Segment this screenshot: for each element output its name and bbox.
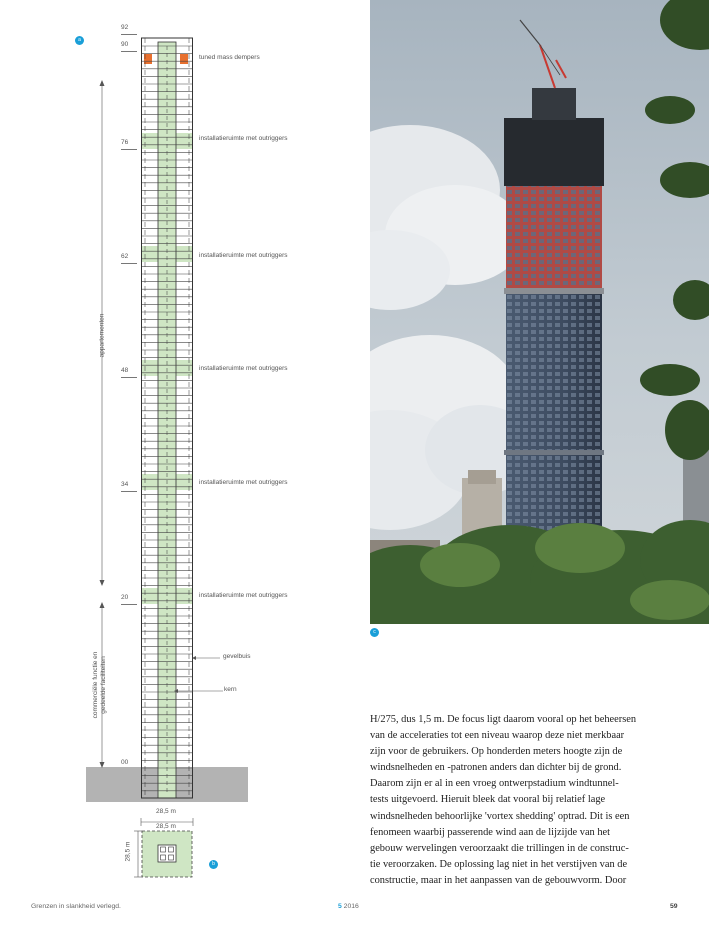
- annotation-kern: kern: [224, 686, 237, 693]
- floor-label-92: 92: [121, 24, 129, 31]
- floor-tick: [121, 34, 137, 35]
- body-line: windsnelheden en -patronen anders dan dichter bij de grond.: [370, 762, 622, 774]
- footer-issue-number: 5: [338, 903, 342, 910]
- annotation-outrigger-34: installatieruimte met outriggers: [199, 479, 288, 486]
- tower-photo: [370, 0, 709, 624]
- plan-depth-label: 28,5 m: [124, 841, 132, 862]
- body-line: constructie, maar in het aanpassen van de gebouwvorm. Door: [370, 874, 627, 886]
- figure-marker-b: b: [209, 860, 218, 869]
- floor-plan: [141, 830, 193, 878]
- body-line: van de acceleraties tot een niveau waarop deze niet merkbaar: [370, 730, 625, 742]
- body-line: tie veroorzaken. De oplossing lag niet in het verstijven van de: [370, 858, 628, 870]
- floor-tick: [121, 51, 137, 52]
- page-number: 59: [670, 903, 678, 910]
- figure-marker-a: a: [75, 36, 84, 45]
- body-text: [370, 712, 637, 889]
- zone-label-commercial-line1: commerciële functie en: [92, 651, 99, 719]
- body-line: Daarom zijn er al in een vroeg ontwerpstadium windtunnel-: [370, 778, 619, 790]
- body-line: tests uitgevoerd. Hieruit bleek dat vooral bij relatief lage: [370, 794, 606, 806]
- body-line: zijn voor de gebruikers. Op honderden meters hoogte zijn de: [370, 746, 623, 758]
- damper-right: [180, 54, 188, 64]
- figure-marker-c: c: [370, 628, 379, 637]
- floor-label-76: 76: [121, 139, 129, 146]
- floor-tick: [121, 491, 137, 492]
- floor-label-20: 20: [121, 594, 129, 601]
- floor-tick: [121, 604, 137, 605]
- annotation-outrigger-62: installatieruimte met outriggers: [199, 252, 288, 259]
- floor-tick: [121, 149, 137, 150]
- body-line: H/275, dus 1,5 m. De focus ligt daarom vooral op het beheersen: [370, 714, 637, 725]
- floor-label-48: 48: [121, 367, 129, 374]
- tower-section-diagram: [0, 0, 360, 890]
- body-line: gebouw wervelingen veroorzaakt die trillingen in de construc-: [370, 842, 629, 854]
- body-line: windsnelheden behoorlijke 'vortex shedding' optrad. Dit is een: [370, 810, 630, 822]
- body-line: fenomeen waarbij passerende wind aan de lijzijde van het: [370, 826, 611, 838]
- floor-tick: [121, 263, 137, 264]
- zone-label-commercial: [92, 633, 108, 737]
- plan-depth-dimension: [134, 830, 142, 878]
- footer-issue-year: 2016: [343, 903, 359, 910]
- floor-label-00: 00: [121, 759, 129, 766]
- floor-label-34: 34: [121, 481, 129, 488]
- annotation-outrigger-20: installatieruimte met outriggers: [199, 592, 288, 599]
- floor-label-62: 62: [121, 253, 129, 260]
- annotation-outrigger-48: installatieruimte met outriggers: [199, 365, 288, 372]
- plan-width-label: 28,5 m: [156, 823, 176, 830]
- footer-title: Grenzen in slankheid verlegd.: [31, 903, 121, 910]
- width-label: 28,5 m: [156, 808, 176, 815]
- zone-label-apartments: appartementen: [98, 313, 106, 358]
- zone-label-commercial-line2: gedeelde faciliteiten: [100, 656, 107, 714]
- annotation-gevelbuis: gevelbuis: [223, 653, 251, 660]
- annotation-dampers: tuned mass dempers: [199, 54, 260, 61]
- annotation-outrigger-76: installatieruimte met outriggers: [199, 135, 288, 142]
- floor-tick: [121, 377, 137, 378]
- floor-label-90: 90: [121, 41, 129, 48]
- footer-issue: [338, 903, 359, 910]
